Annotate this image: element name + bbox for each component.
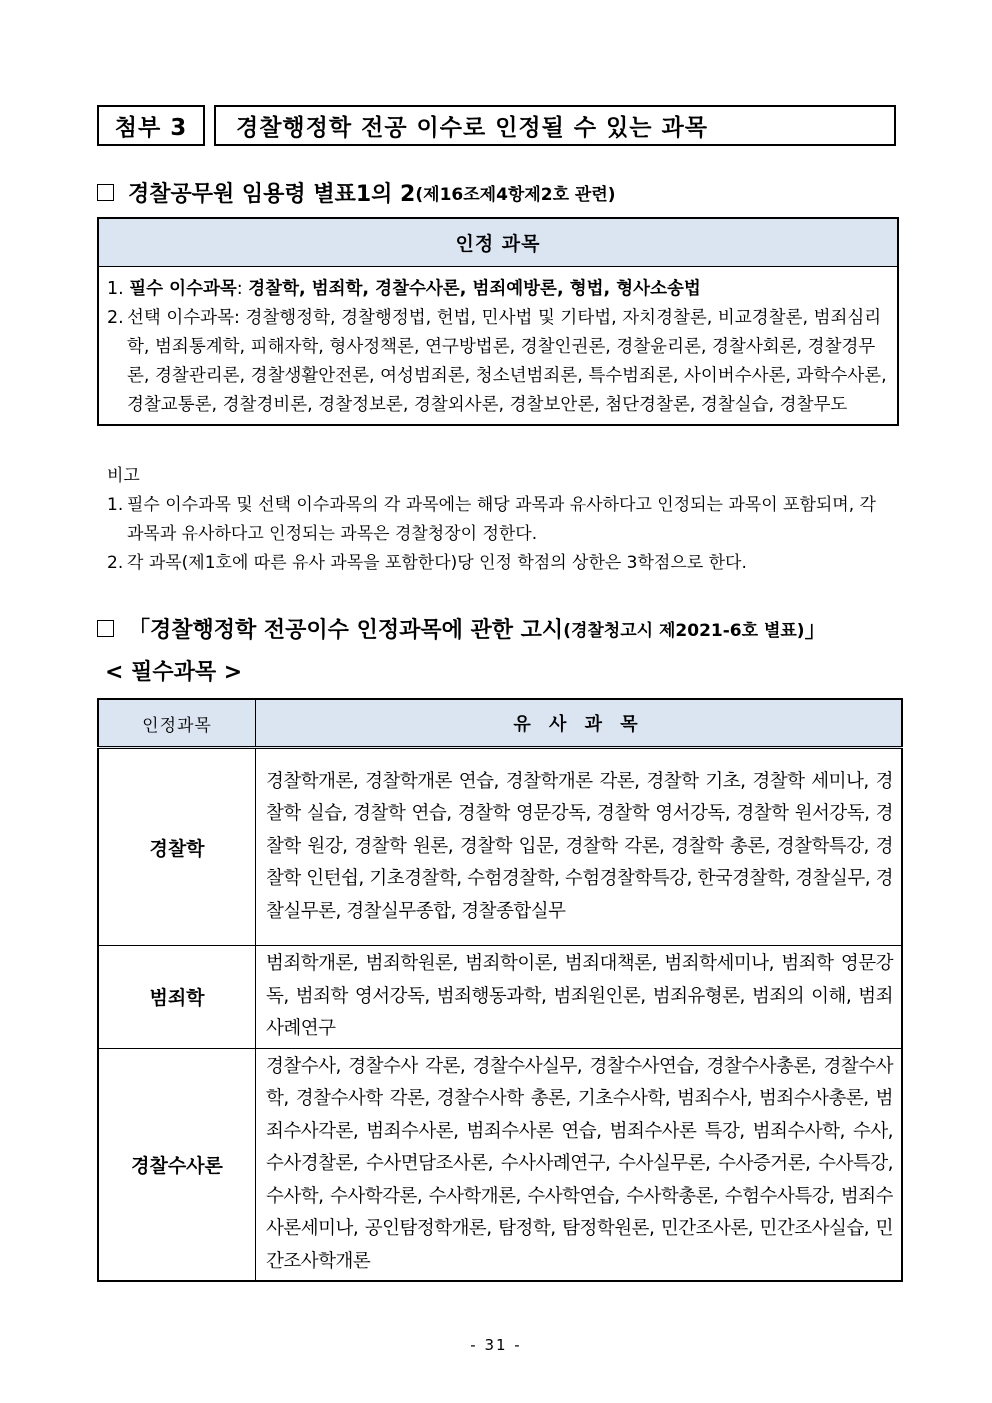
elective-subjects: 선택 이수과목: 경찰행정학, 경찰행정법, 헌법, 민사법 및 기타법, 자치경찰론, 비교경찰론, 범죄심리학, 범죄통계학, 피해자학, 형사정책론, 연구방법론, 경찰인권론, 경찰윤리론, 경찰사회론, 경찰경무론, 경찰관리론, 경찰생활안전론, 여성범죄론, 청소년범죄론, 특수범죄론, 사이버수사론, 과학수사론, 경찰교통론, 경찰경비론, 경찰정보론, 경찰외사론, 경찰보안론, 첨단경찰론, 경찰실습, 경찰무도 — [127, 308, 887, 415]
elective-subjects-line: 2. 선택 이수과목: 경찰행정학, 경찰행정법, 헌법, 민사법 및 기타법, 자치경찰론, 비교경찰론, 범죄심리학, 범죄통계학, 피해자학, 형사정책론, 연구방법론, 경찰인권론, 경찰윤리론, 경찰사회론, 경찰경무론, 경찰관리론, 경찰생활안전론, 여성범죄론, 청소년범죄론, 특수범죄론, 사이버수사론, 과학수사론, 경찰교통론, 경찰경비론, 경찰정보론, 경찰외사론, 경찰보안론, 첨단경찰론, 경찰실습, 경찰무도 — [107, 304, 889, 420]
page-number: - 31 - — [470, 1336, 522, 1354]
similar-subjects: 경찰수사, 경찰수사 각론, 경찰수사실무, 경찰수사연습, 경찰수사총론, 경찰수사학, 경찰수사학 각론, 경찰수사학 총론, 기초수사학, 범죄수사, 범죄수사총론, 범죄수사각론, 범죄수사론, 범죄수사론 연습, 범죄수사론 특강, 범죄수사학, 수사, 수사경찰론, 수사면담조사론, 수사사례연구, 수사실무론, 수사증거론, 수사특강, 수사학, 수사학각론, 수사학개론, 수사학연습, 수사학총론, 수험수사특강, 범죄수사론세미나, 공인탐정학개론, 탐정학, 탐정학원론, 민간조사론, 민간조사실습, 민간조사학개론 — [256, 1048, 903, 1281]
attachment-label: 첨부 3 — [114, 115, 188, 141]
section2-heading — [97, 612, 827, 644]
similar-subjects: 범죄학개론, 범죄학원론, 범죄학이론, 범죄대책론, 범죄학세미나, 범죄학 영문강독, 범죄학 영서강독, 범죄행동과학, 범죄원인론, 범죄유형론, 범죄의 이해, 범죄사례연구 — [256, 946, 903, 1049]
subject-name: 범죄학 — [98, 946, 256, 1049]
note-item: 1. 필수 이수과목 및 선택 이수과목의 각 과목에는 해당 과목과 유사하다고 인정되는 과목이 포함되며, 각 과목과 유사하다고 인정되는 과목은 경찰청장이 정한다. — [107, 495, 876, 544]
section1-heading-sub: (제16조제4항제2호 관련) — [415, 184, 616, 205]
required-subjects-subheading: < 필수과목 > — [105, 659, 243, 685]
column-header-similar: 유 사 과 목 — [256, 699, 903, 748]
table-row — [98, 946, 902, 1049]
checkbox-icon — [97, 620, 114, 637]
section2-heading-close: 」 — [804, 617, 827, 643]
attachment-label-box — [97, 105, 205, 146]
recognized-subjects-cell — [98, 267, 898, 426]
section2-heading-sub: (경찰청고시 제2021-6호 별표) — [563, 620, 805, 641]
required-subjects: 경찰학, 범죄학, 경찰수사론, 범죄예방론, 형법, 형사소송법 — [248, 279, 701, 299]
subject-name: 경찰수사론 — [98, 1048, 256, 1281]
attachment-title: 경찰행정학 전공 이수로 인정될 수 있는 과목 — [236, 115, 708, 141]
recognized-subjects-table — [97, 217, 899, 426]
notes-title: 비고 — [107, 466, 140, 486]
section2-heading-main: 「경찰행정학 전공이수 인정과목에 관한 고시 — [128, 617, 564, 643]
note-item: 2. 각 과목(제1호에 따른 유사 과목을 포함한다)당 인정 학점의 상한은 3학점으로 한다. — [107, 553, 747, 573]
notes — [107, 462, 897, 578]
checkbox-icon — [97, 184, 114, 201]
table-row — [98, 748, 902, 946]
required-label: 필수 이수과목 — [129, 279, 237, 299]
section1-heading — [97, 176, 616, 208]
attachment-title-box — [214, 105, 896, 146]
required-subjects-table — [97, 698, 903, 1282]
section1-heading-main: 경찰공무원 임용령 별표1의 2 — [128, 181, 416, 207]
similar-subjects: 경찰학개론, 경찰학개론 연습, 경찰학개론 각론, 경찰학 기초, 경찰학 세미나, 경찰학 실습, 경찰학 연습, 경찰학 영문강독, 경찰학 영서강독, 경찰학 원서강독, 경찰학 원강, 경찰학 원론, 경찰학 입문, 경찰학 각론, 경찰학 총론, 경찰학특강, 경찰학 인턴쉽, 기초경찰학, 수험경찰학, 수험경찰학특강, 한국경찰학, 경찰실무, 경찰실무론, 경찰실무종합, 경찰종합실무 — [256, 748, 903, 946]
column-header-subject: 인정과목 — [98, 699, 256, 748]
table-row — [98, 1048, 902, 1281]
required-subjects-line: 1. 필수 이수과목: 경찰학, 범죄학, 경찰수사론, 범죄예방론, 형법, 형사소송법 — [107, 279, 701, 299]
subject-name: 경찰학 — [98, 748, 256, 946]
table-header-recognized-subjects: 인정 과목 — [98, 218, 898, 267]
